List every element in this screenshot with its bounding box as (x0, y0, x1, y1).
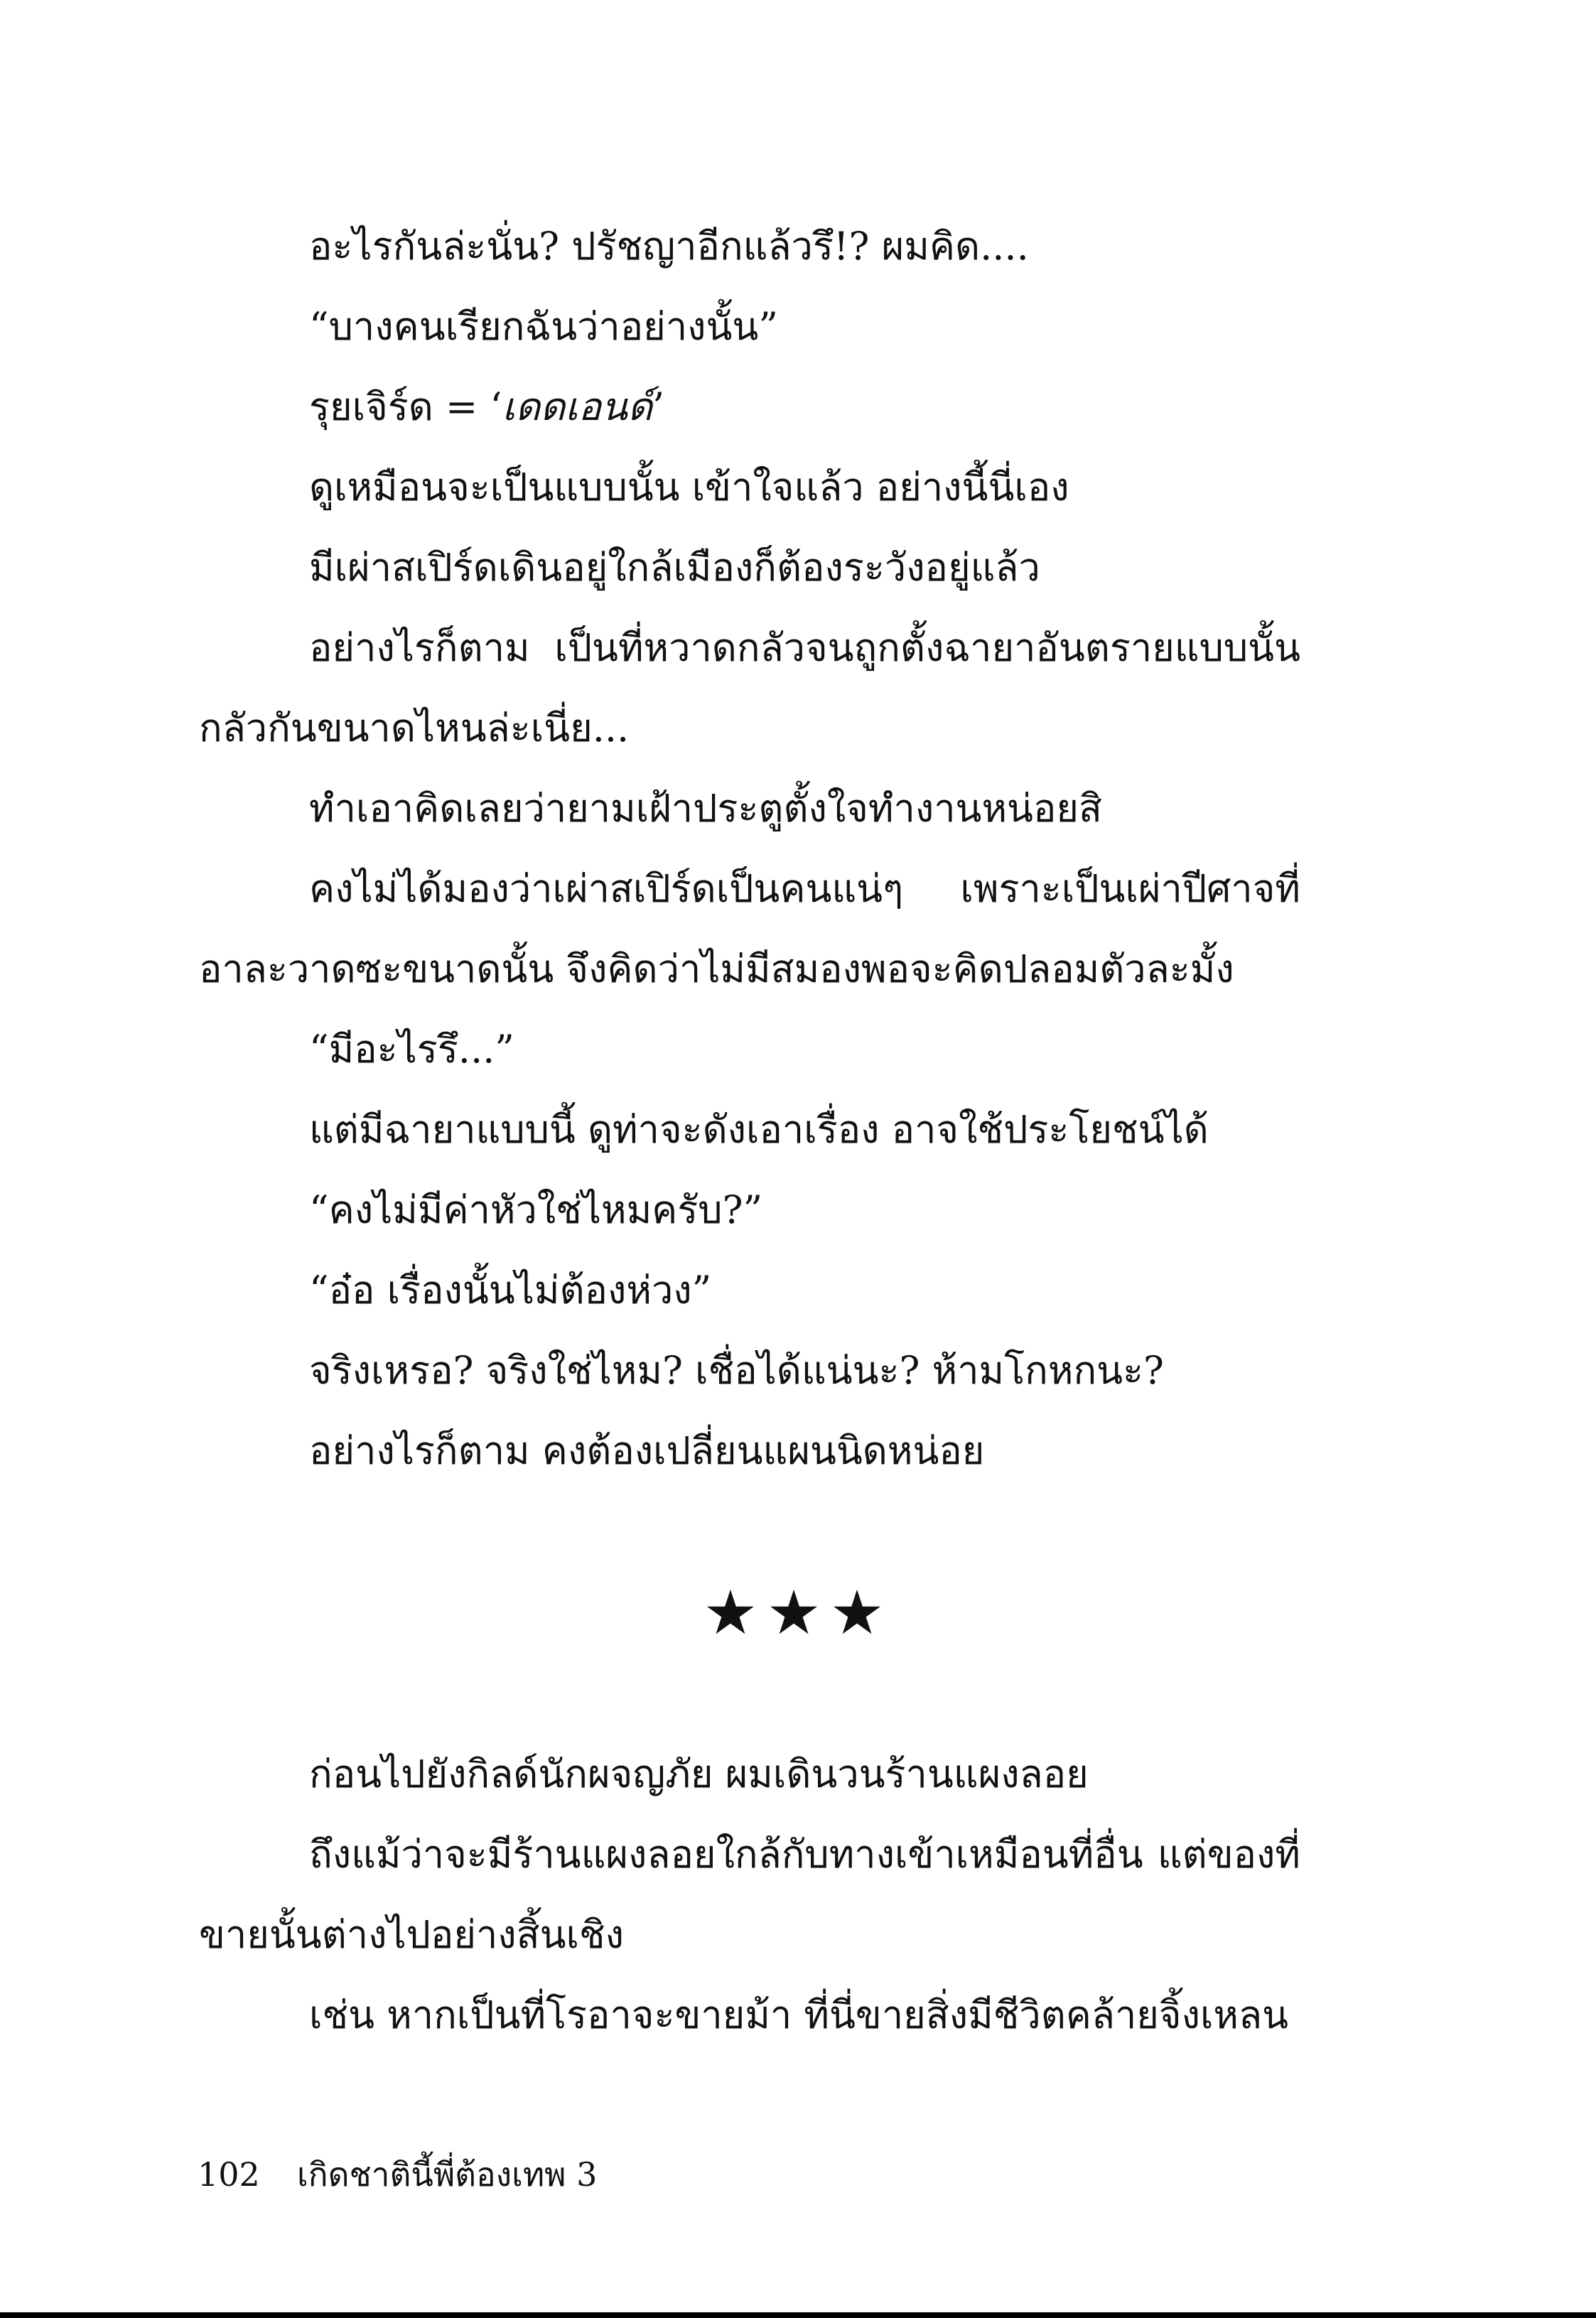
body-text-top (199, 206, 1300, 1491)
paragraph: ดูเหมือนจะเป็นแบบนั้น เข้าใจแล้ว อย่างนี้นี่เอง (309, 465, 1069, 510)
italic-epithet: เดดเอนด์ (502, 384, 653, 429)
page-footer (198, 2150, 597, 2199)
section-separator-stars: ★★★ (703, 1578, 893, 1649)
bottom-border-line (0, 2312, 1596, 2318)
page-number: 102 (198, 2155, 260, 2194)
body-text-bottom (199, 1734, 1300, 2055)
paragraph: เช่น หากเป็นที่โรอาจะขายม้า ที่นี่ขายสิ่งมีชีวิตคล้ายจิ้งเหลน (309, 1993, 1289, 2037)
paragraph: อะไรกันล่ะนั่น? ปรัชญาอีกแล้วรึ!? ผมคิด.... (309, 224, 1029, 269)
paragraph: อย่างไรก็ตาม เป็นที่หวาดกลัวจนถูกตั้งฉายาอันตรายแบบนั้น กลัวกันขนาดไหนล่ะเนี่ย... (199, 625, 1300, 750)
paragraph: “มีอะไรรึ...” (309, 1027, 514, 1072)
paragraph: อย่างไรก็ตาม คงต้องเปลี่ยนแผนนิดหน่อย (309, 1428, 985, 1473)
paragraph: ก่อนไปยังกิลด์นักผจญภัย ผมเดินวนร้านแผงลอย (309, 1752, 1089, 1796)
paragraph: ถึงแม้ว่าจะมีร้านแผงลอยใกล้กับทางเข้าเหมือนที่อื่น แต่ของที่ขายนั้นต่างไปอย่างสิ้นเชิง (199, 1832, 1300, 1957)
paragraph: แต่มีฉายาแบบนี้ ดูท่าจะดังเอาเรื่อง อาจใช้ประโยชน์ได้ (309, 1107, 1209, 1152)
paragraph: คงไม่ได้มองว่าเผ่าสเปิร์ดเป็นคนแน่ๆ เพราะเป็นเผ่าปีศาจที่อาละวาดซะขนาดนั้น จึงคิดว่าไม่มีสมองพอจะคิดปลอมตัวละมั้ง (199, 866, 1300, 991)
paragraph (199, 367, 1300, 447)
paragraph-suffix: ’ (652, 384, 665, 429)
paragraph-prefix: รุยเจิร์ด = ‘ (309, 384, 502, 429)
paragraph: “คงไม่มีค่าหัวใช่ไหมครับ?” (309, 1187, 763, 1232)
paragraph: “อ๋อ เรื่องนั้นไม่ต้องห่วง” (309, 1268, 712, 1312)
paragraph: ทำเอาคิดเลยว่ายามเฝ้าประตูตั้งใจทำงานหน่อยสิ (309, 786, 1102, 831)
paragraph: มีเผ่าสเปิร์ดเดินอยู่ใกล้เมืองก็ต้องระวังอยู่แล้ว (309, 545, 1040, 590)
paragraph: “บางคนเรียกฉันว่าอย่างนั้น” (309, 304, 778, 349)
paragraph: จริงเหรอ? จริงใช่ไหม? เชื่อได้แน่นะ? ห้ามโกหกนะ? (309, 1348, 1165, 1393)
book-title: เกิดชาตินี้พี่ต้องเทพ 3 (297, 2155, 598, 2194)
